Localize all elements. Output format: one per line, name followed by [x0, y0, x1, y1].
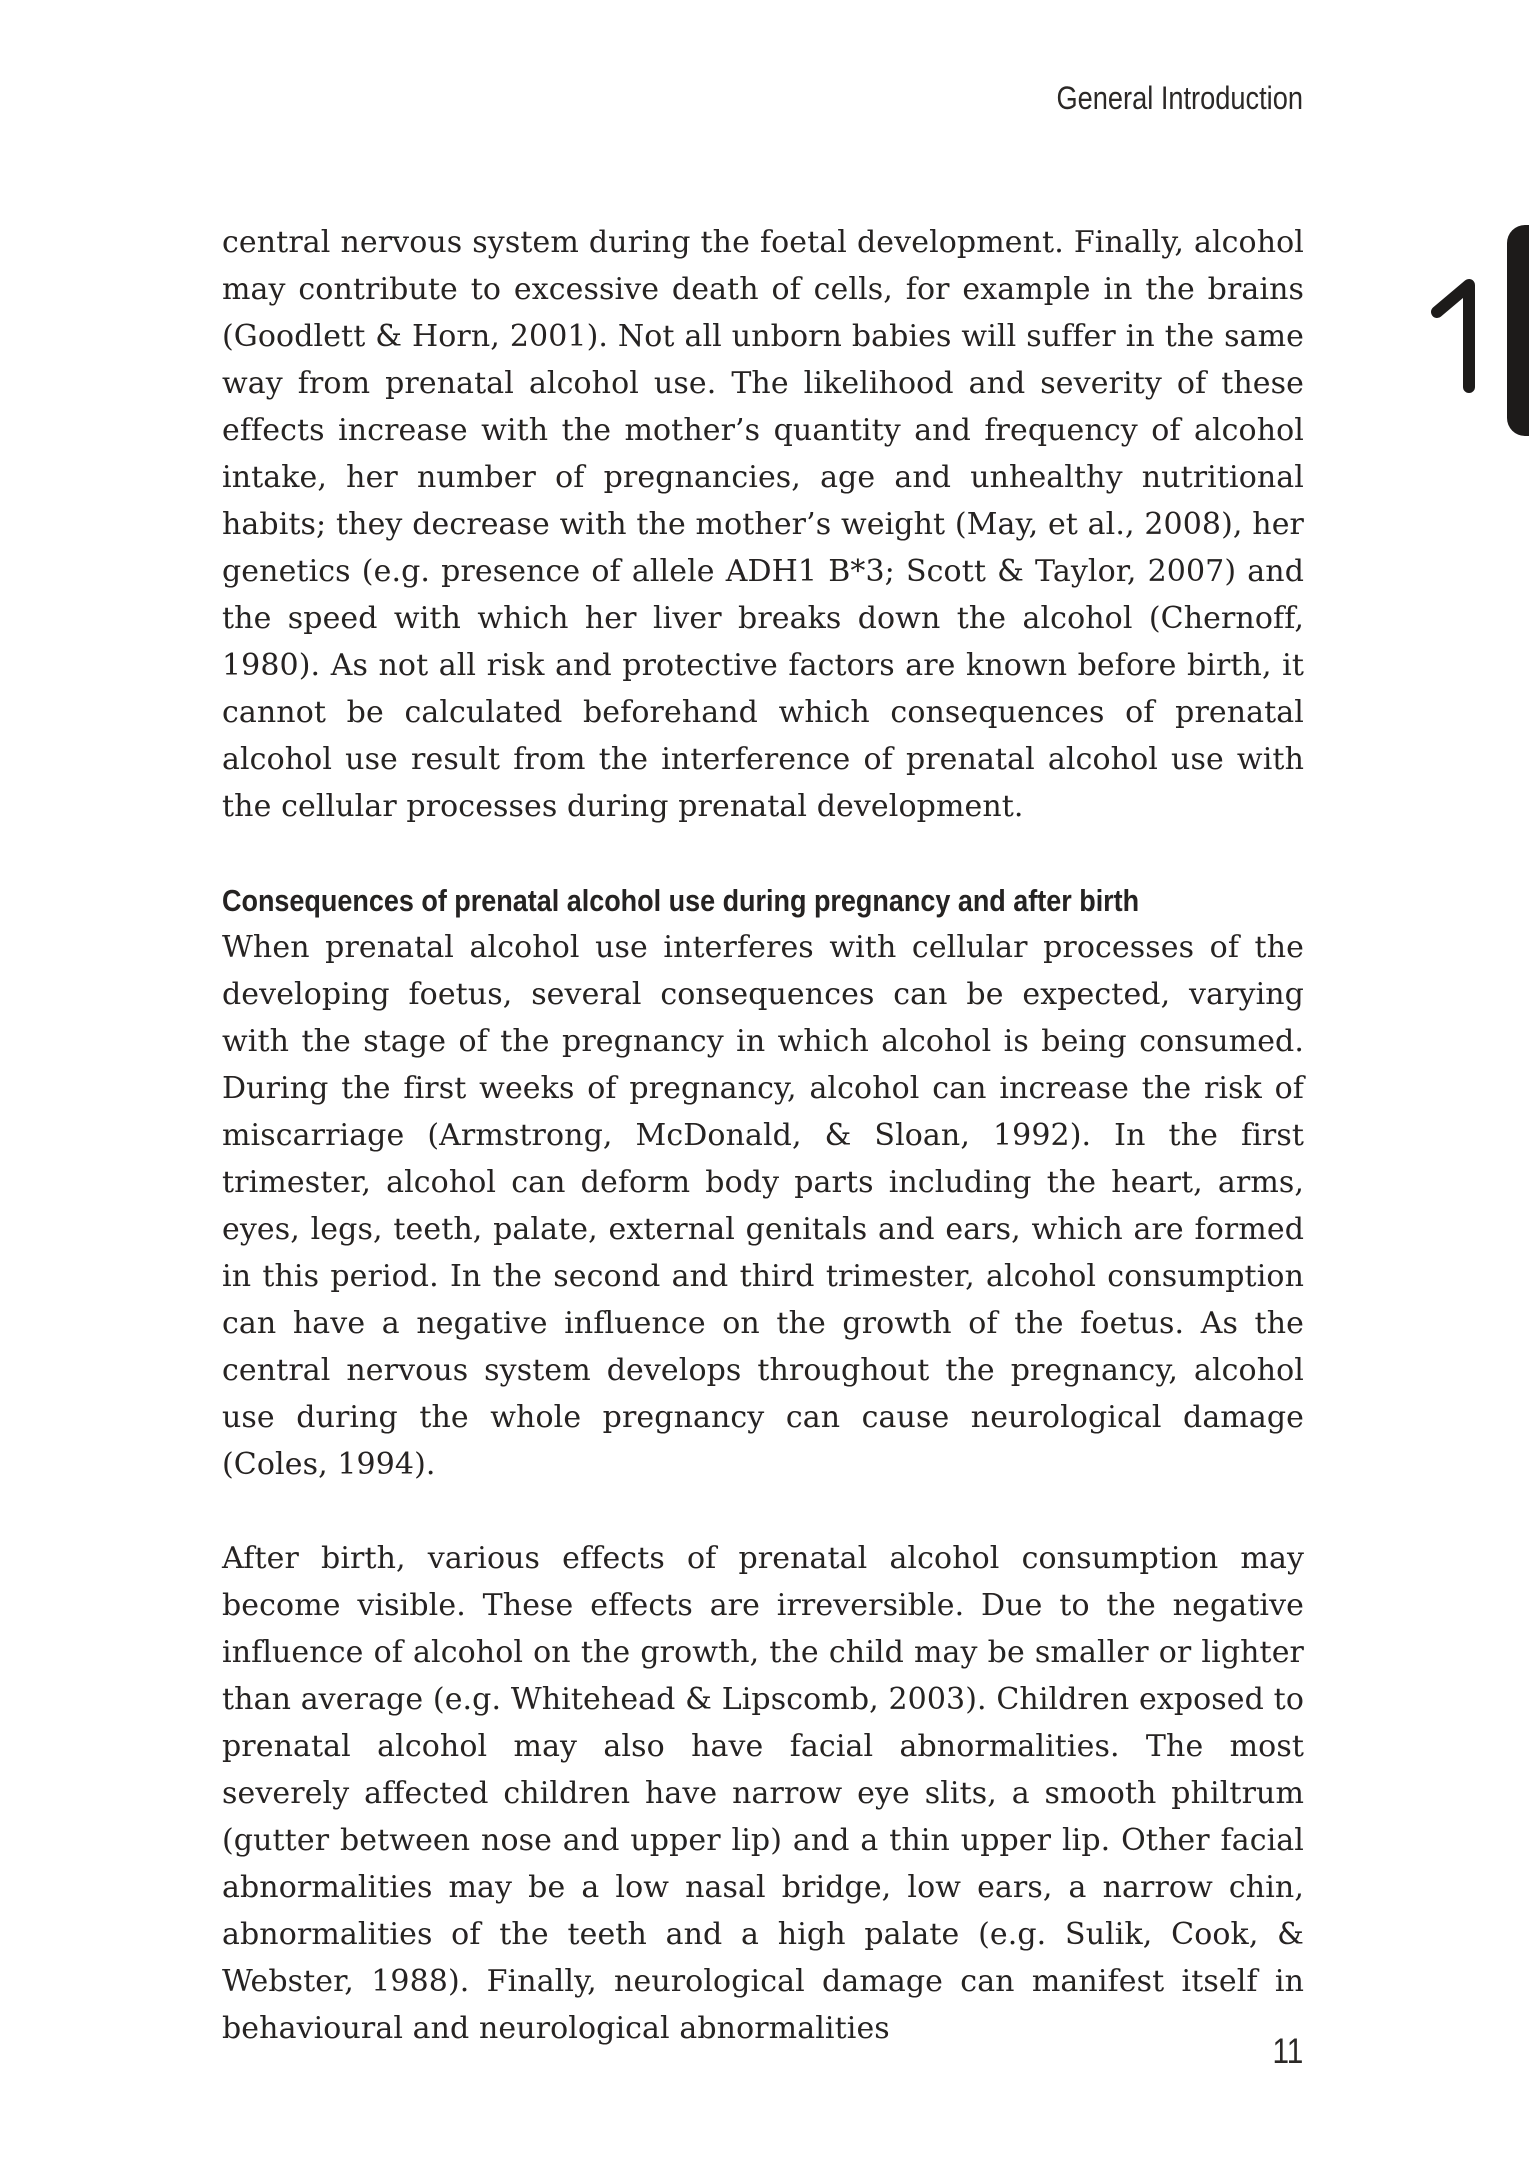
section-heading: Consequences of prenatal alcohol use during pregnancy and after birth [222, 883, 1140, 918]
numeral-1-icon [1431, 277, 1477, 393]
running-header: General Introduction [1056, 80, 1303, 116]
paragraph-pregnancy-consequences: When prenatal alcohol use interferes with cellular processes of the developing foetus, several consequences can be expected, varying with the stage of the pregnancy in which alcohol is being consumed. During the first weeks of pregnancy, alcohol can increase the risk of miscarriage (Armstrong, McDonald, & Sloan, 1992). In the first trimester, alcohol can deform body parts including the heart, arms, eyes, legs, teeth, palate, external genitals and ears, which are formed in this period. In the second and third trimester, alcohol consumption can have a negative influence on the growth of the foetus. As the central nervous system develops throughout the pregnancy, alcohol use during the whole pregnancy can cause neurological damage (Coles, 1994). [222, 930, 1304, 1482]
chapter-tab [1507, 225, 1529, 436]
paragraph-after-birth-effects: After birth, various effects of prenatal alcohol consumption may become visible. These effects are irreversible. Due to the negative influence of alcohol on the growth, the child may be smaller or lighter than average (e.g. Whitehead & Lipscomb, 2003). Children exposed to prenatal alcohol may also have facial abnormalities. The most severely affected children have narrow eye slits, a smooth philtrum (gutter between nose and upper lip) and a thin upper lip. Other facial abnormalities may be a low nasal bridge, low ears, a narrow chin, abnormalities of the teeth and a high palate (e.g. Sulik, Cook, & Webster, 1988). Finally, neurological damage can manifest itself in behavioural and neurological abnormalities [222, 1541, 1304, 2046]
paragraph-intro-continuation: central nervous system during the foetal development. Finally, alcohol may contribute to excessive death of cells, for example in the brains (Goodlett & Horn, 2001). Not all unborn babies will suffer in the same way from prenatal alcohol use. The likelihood and severity of these effects increase with the mother’s quantity and frequency of alcohol intake, her number of pregnancies, age and unhealthy nutritional habits; they decrease with the mother’s weight (May, et al., 2008), her genetics (e.g. presence of allele ADH1 B*3; Scott & Taylor, 2007) and the speed with which her liver breaks down the alcohol (Chernoff, 1980). As not all risk and protective factors are known before birth, it cannot be calculated beforehand which consequences of prenatal alcohol use result from the interference of prenatal alcohol use with the cellular processes during prenatal development. [222, 225, 1304, 824]
page-number: 11 [1272, 2032, 1303, 2071]
chapter-number-numeral [1431, 277, 1477, 393]
body-text-column [222, 219, 1304, 2052]
